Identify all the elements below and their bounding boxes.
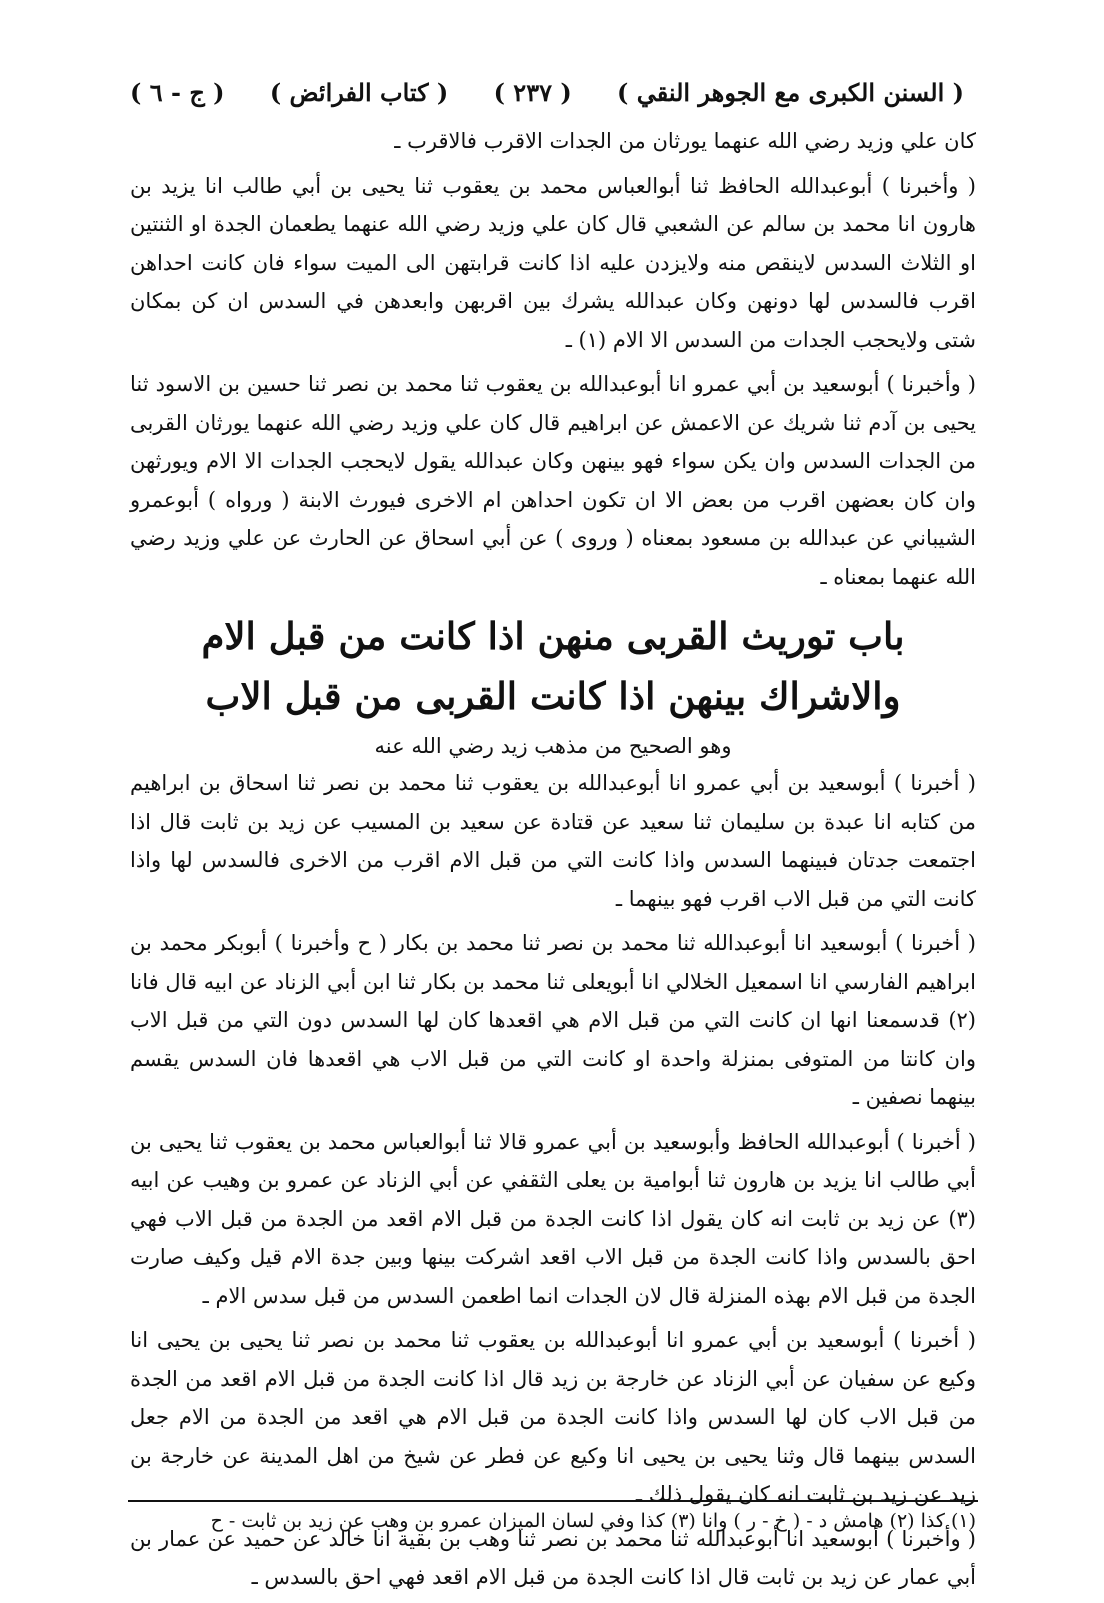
running-header — [130, 72, 964, 112]
paragraph: ( وأخبرنا ) أبوسعيد انا أبوعبدالله ثنا محمد بن نصر ثنا وهب بن بقية انا خالد عن حميد عن عمار بن أبي عمار عن زيد بن ثابت قال اذا كانت الجدة من قبل الام اقعد فهي احق بالسدس ـ — [130, 1526, 976, 1589]
volume-number: ( ج - ٦ ) — [130, 77, 225, 107]
section-title: ( كتاب الفرائض ) — [269, 77, 449, 107]
paragraph: ( أخبرنا ) أبوسعيد بن أبي عمرو انا أبوعبدالله بن يعقوب ثنا محمد بن نصر ثنا يحيى بن يحيى انا وكيع عن سفيان عن أبي الزناد عن خارجة بن زيد قال اذا كانت الجدة من قبل الام اقعد من الجدة من قبل الاب كان لها السدس واذا كانت الجدة من قبل الام هي اقعد من الجدة من الام جعل السدس بينهما قال وثنا يحيى بن يحيى انا وكيع عن فطر عن شيخ من اهل المدينة عن خارجة بن زيد عن زيد بن ثابت انه كان يقول ذلك ـ — [130, 1328, 976, 1506]
main-text — [130, 122, 976, 1603]
paragraph: ( أخبرنا ) أبوسعيد بن أبي عمرو انا أبوعبدالله بن يعقوب ثنا محمد بن نصر ثنا اسحاق بن ابراهيم من كتابه انا عبدة بن سليمان ثنا سعيد عن قتادة عن سعيد بن المسيب عن زيد بن ثابت قال اذا اجتمعت جدتان فبينهما السدس واذا كانت التي من قبل الام اقرب من الاخرى فالسدس لها واذا كانت التي من قبل الاب اقرب فهو بينهما ـ — [130, 771, 976, 911]
chapter-subtitle: وهو الصحيح من مذهب زيد رضي الله عنه — [374, 734, 732, 758]
paragraph: ( أخبرنا ) أبوعبدالله الحافظ وأبوسعيد بن أبي عمرو قالا ثنا أبوالعباس محمد بن يعقوب ثنا يحيى بن أبي طالب انا يزيد بن هارون ثنا أبوامية بن يعلى الثقفي عن أبي الزناد عن عمرو بن وهيب عن ابيه (٣) عن زيد بن ثابت انه كان يقول اذا كانت الجدة من قبل الام اقعد من الجدة من قبل الاب فهي احق بالسدس واذا كانت الجدة من قبل الاب اقعد اشركت بينها وبين جدة الام قيل وكيف صارت الجدة من قبل الام بهذه المنزلة قال لان الجدات انما اطعمن السدس من قبل سدس الام ـ — [130, 1129, 976, 1308]
chapter-title-line-2: والاشراك بينهن اذا كانت القربى من قبل الاب — [205, 674, 901, 718]
chapter-heading — [130, 606, 976, 726]
paragraph: ( وأخبرنا ) أبوعبدالله الحافظ ثنا أبوالعباس محمد بن يعقوب ثنا يحيى بن أبي طالب انا يزيد بن هارون انا محمد بن سالم عن الشعبي قال كان علي وزيد رضي الله عنهما يطعمان الجدة او الثنتين او الثلاث السدس لاينقص منه ولايزدن عليه اذا كانت قرابتهن الى الميت سواء فان كانت احداهن اقرب فالسدس لها دونهن وكان عبدالله يشرك بين اقربهن وابعدهن في السدس ان كن بمكان شتى ولايحجب الجدات من السدس الا الام (١) ـ — [130, 173, 976, 352]
paragraph: كان علي وزيد رضي الله عنهما يورثان من الجدات الاقرب فالاقرب ـ — [394, 129, 976, 153]
page-number: ( ٢٣٧ ) — [493, 77, 572, 107]
paragraph: ( أخبرنا ) أبوسعيد انا أبوعبدالله ثنا محمد بن نصر ثنا محمد بن بكار ( ح وأخبرنا ) أبوبكر محمد بن ابراهيم الفارسي انا اسمعيل الخلالي انا أبويعلى ثنا محمد بن بكار ثنا ابن أبي الزناد عن ابيه قال فانا (٢) قدسمعنا انها ان كانت التي من قبل الام هي اقعدها كان لها السدس دون التي من قبل الاب وان كانتا من المتوفى بمنزلة واحدة او كانت التي من قبل الاب هي اقعدها فان السدس يقسم بينهما نصفين ـ — [130, 931, 976, 1109]
footnote-divider — [128, 1500, 978, 1502]
chapter-title-line-1: باب توريث القربى منهن اذا كانت من قبل الام — [201, 614, 905, 658]
paragraph: ( وأخبرنا ) أبوسعيد بن أبي عمرو انا أبوعبدالله بن يعقوب ثنا محمد بن نصر ثنا حسين بن الاسود ثنا يحيى بن آدم ثنا شريك عن الاعمش عن ابراهيم قال كان علي وزيد رضي الله عنهما يورثان القربى من الجدات السدس وان يكن سواء فهو بينهن وكان عبدالله يقول لايحجب الجدات الا الام ويورثهن وان كان بعضهن اقرب من بعض الا ان تكون احداهن ام الاخرى فيورث الابنة ( ورواه ) أبوعمرو الشيباني عن عبدالله بن مسعود بمعناه ( وروى ) عن أبي اسحاق عن الحارث عن علي وزيد رضي الله عنهما بمعناه ـ — [130, 372, 976, 589]
footnotes: (١) كذا (٢) هامش د - ( خ - ر ) وانا (٣) كذا وفي لسان الميزان عمرو بن وهب عن زيد بن ثابت - ح — [210, 1510, 976, 1532]
book-title: ( السنن الكبرى مع الجوهر النقي ) — [616, 77, 964, 107]
